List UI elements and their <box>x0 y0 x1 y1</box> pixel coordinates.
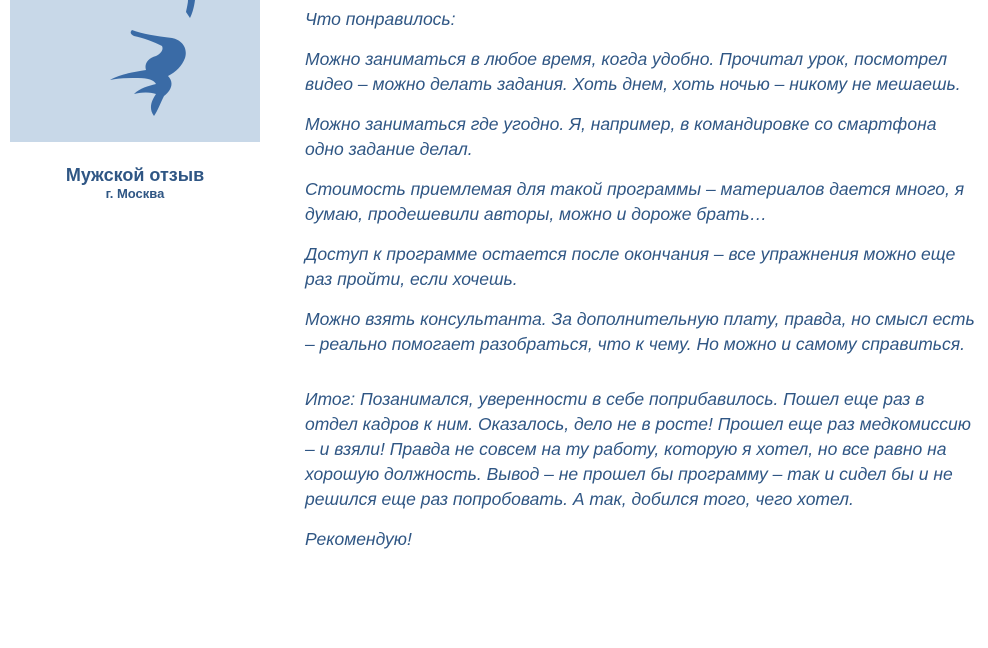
reviewer-card <box>10 0 260 202</box>
review-paragraph-2: Можно заниматься где угодно. Я, например, в командировке со смартфона одно задание делал. <box>305 114 937 159</box>
review-text <box>305 7 977 567</box>
author-name: Мужской отзыв <box>65 165 205 185</box>
review-paragraph-5: Можно взять консультанта. За дополнительную плату, правда, но смысл есть – реально помогает разобраться, что к чему. Но можно и самому справиться. <box>305 309 975 354</box>
review-paragraph-1: Можно заниматься в любое время, когда удобно. Прочитал урок, посмотрел видео – можно делать задания. Хоть днем, хоть ночью – никому не мешаешь. <box>305 49 961 94</box>
review-heading: Что понравилось: <box>305 9 456 29</box>
avatar <box>10 0 260 142</box>
review-paragraph-4: Доступ к программе остается после окончания – все упражнения можно еще раз пройти, если хочешь. <box>305 244 956 289</box>
review-paragraph-3: Стоимость приемлемая для такой программы – материалов дается много, я думаю, продешевили авторы, можно и дороже брать… <box>305 179 965 224</box>
face-profile-icon <box>10 0 260 142</box>
author-city: г. Москва <box>105 186 165 201</box>
review-summary: Итог: Позанимался, уверенности в себе поприбавилось. Пошел еще раз в отдел кадров к ним. Оказалось, дело не в росте! Прошел еще раз медкомиссию – и взяли! Правда не совсем на ту работу, которую я хотел, но все равно на хорошую должность. Вывод – не прошел бы программу – так и сидел бы и не решился еще раз попробовать. А так, добился того, чего хотел. <box>305 389 971 509</box>
review-closing: Рекомендую! <box>305 529 412 549</box>
